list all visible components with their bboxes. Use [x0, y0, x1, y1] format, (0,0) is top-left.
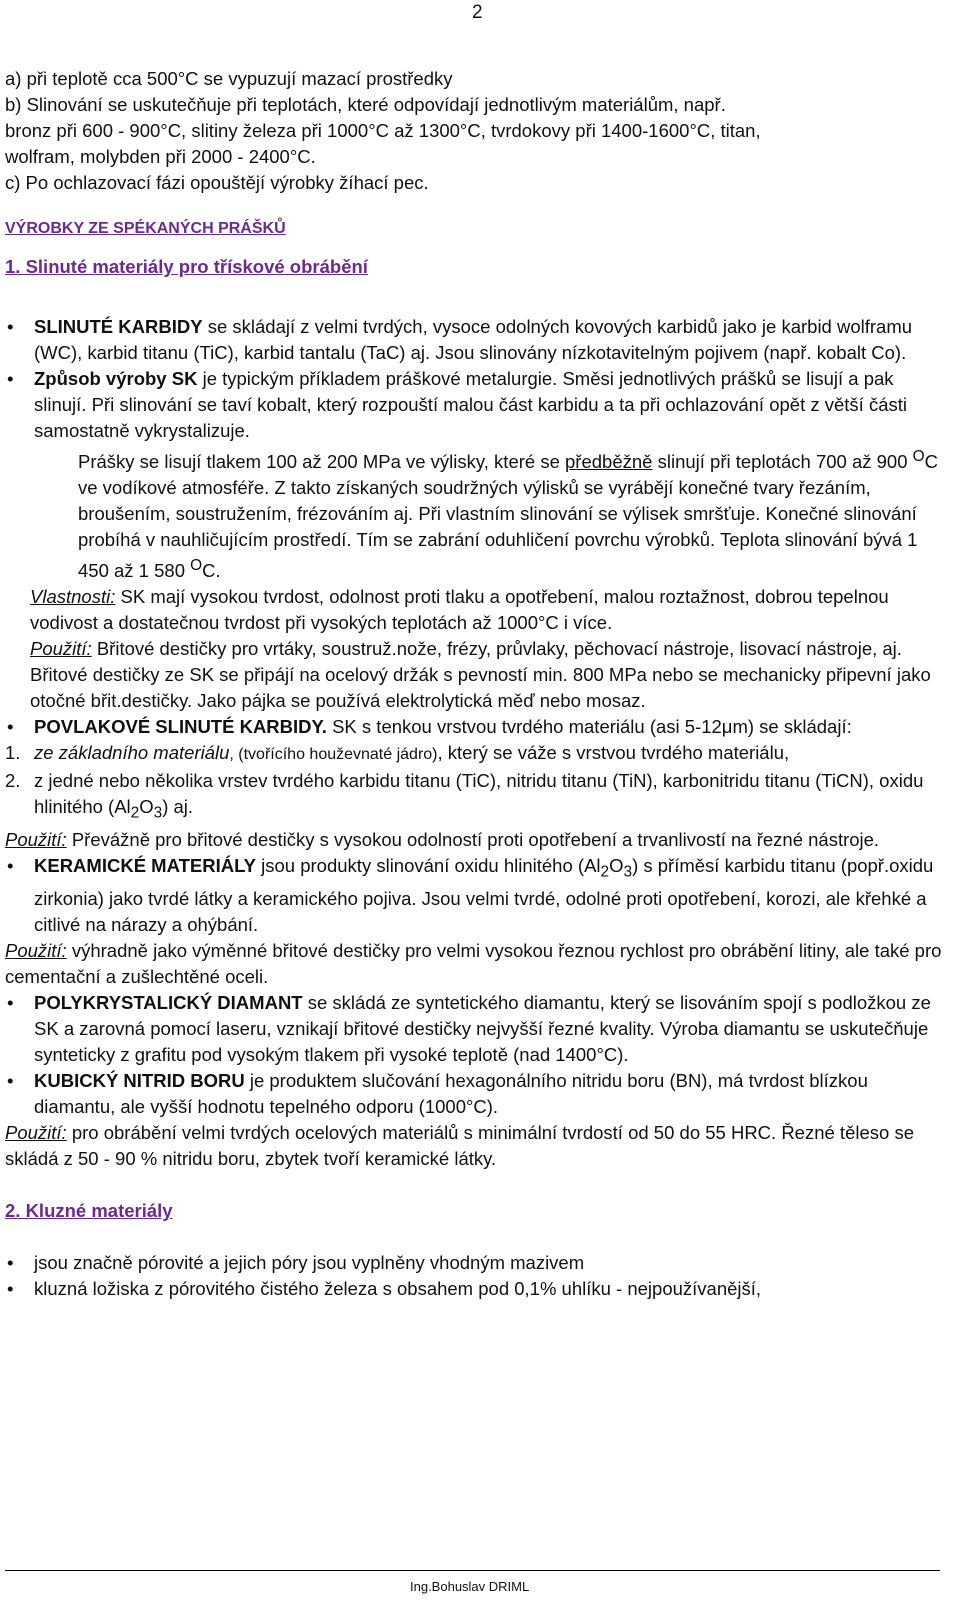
- p1-underlined: předběžně: [565, 451, 653, 473]
- intro-c: c) Po ochlazovací fázi opouštějí výrobky žíhací pec.: [5, 172, 429, 193]
- list-item-1: [5, 740, 950, 768]
- bullet-diamant: [5, 990, 950, 1068]
- sub-2: 2: [600, 863, 610, 881]
- label-pouziti: Použití:: [5, 829, 67, 850]
- item2-end: ) aj.: [162, 796, 194, 818]
- intro-b3: wolfram, molybden při 2000 - 2400°C.: [5, 146, 316, 167]
- bullet-kluzne-2: • kluzná ložiska z pórovitého čistého železa s obsahem pod 0,1% uhlíku - nejpoužívanější,: [5, 1276, 950, 1302]
- sub-2: 2: [130, 805, 140, 822]
- item1-italic: ze základního materiálu: [34, 742, 230, 764]
- term-povlakove: POVLAKOVÉ SLINUTÉ KARBIDY.: [34, 716, 327, 738]
- term-sk: SLINUTÉ KARBIDY: [34, 316, 203, 337]
- footer-author: Ing.Bohuslav DRIML: [410, 1579, 530, 1594]
- sub-3: 3: [623, 863, 633, 881]
- sub-3: 3: [153, 805, 163, 822]
- bullet-nitrid-boru: [5, 1068, 950, 1120]
- bullet-povlakove: [5, 714, 950, 740]
- paragraph-pouziti-ker: [5, 938, 950, 990]
- pouziti-sk-text: Břitové destičky pro vrtáky, soustruž.nože, frézy, průvlaky, pěchovací nástroje, lisovací nástroje, aj. Břitové destičky ze SK se připájí na ocelový držák s pevností min. 800 MPa nebo se mechanicky připevní jako otočné břit.destičky. Jako pájka se používá elektrolytická měď nebo mosaz.: [30, 638, 931, 712]
- paragraph-pouziti-knb: [5, 1120, 950, 1172]
- bullet-kluzne-1: • jsou značně pórovité a jejich póry jsou vyplněny vhodným mazivem: [5, 1250, 950, 1276]
- page-number: 2: [472, 2, 483, 23]
- p1-text-c: C ve vodíkové atmosféře. Z takto získaných soudržných výlisků se vyrábějí konečné tvary řezáním, broušením, soustružením, frézováním aj. Při vlastním slinování se výlisek smršťuje. Konečné slinování probíhá v nauhličujícím prostředí. Tím se zabrání oduhličení povrchu výrobků. Teplota slinování bývá 1 450 až 1 580: [78, 451, 939, 582]
- povlakove-text: SK s tenkou vrstvou tvrdého materiálu (asi 5-12μm) se skládají:: [326, 716, 852, 738]
- nitrid-text: je produktem slučování hexagonálního nitridu boru (BN), má tvrdost blízkou diamantu, ale vyšší hodnotu tepelného odporu (1000°C).: [34, 1069, 868, 1117]
- footer-divider: [5, 1570, 940, 1571]
- intro-b2: bronz při 600 - 900°C, slitiny železa při 1000°C až 1300°C, tvrdokovy při 1400-1600°C, titan,: [5, 120, 761, 141]
- label-pouziti: Použití:: [5, 1121, 67, 1143]
- pouziti-knb-text: pro obrábění velmi tvrdých ocelových materiálů s minimální tvrdostí od 50 do 55 HRC. Řezné těleso se skládá z 50 - 90 % nitridu boru, zbytek tvoří keramické látky.: [5, 1121, 914, 1169]
- paragraph-vlastnosti: [5, 584, 950, 636]
- p1-sup: O: [912, 448, 925, 465]
- bullet-slinute-karbidy: [5, 314, 950, 366]
- intro-b1: b) Slinování se uskutečňuje při teplotách, které odpovídají jednotlivým materiálům, např.: [5, 94, 726, 115]
- label-vlastnosti: Vlastnosti:: [30, 586, 116, 608]
- list-item-2: [5, 768, 950, 827]
- list-number: 1.: [5, 742, 21, 764]
- section-heading-1: 1. Slinuté materiály pro třískové obrábění: [5, 256, 368, 277]
- paragraph-pouziti-psk: [5, 827, 950, 853]
- intro-a: a) při teplotě cca 500°C se vypuzují mazací prostředky: [5, 68, 453, 89]
- section-heading-main: VÝROBKY ZE SPÉKANÝCH PRÁŠKŮ: [5, 220, 286, 237]
- sk-text-1: se skládají z velmi tvrdých, vysoce odolných kovových karbidů jako je karbid wolframu (WC), karbid titanu (TiC), karbid tantalu (TaC) aj. Jsou slinovány nízkotavitelným pojivem (např. kobalt Co).: [34, 316, 913, 363]
- item1-text: , který se váže s vrstvou tvrdého materiálu,: [437, 742, 790, 764]
- label-pouziti: Použití:: [30, 638, 92, 660]
- bullet-zpusob-vyroby: [5, 366, 950, 444]
- p1-text: Prášky se lisují tlakem 100 až 200 MPa ve výlisky, které se: [78, 451, 566, 473]
- item2-o: O: [139, 796, 154, 818]
- vlastnosti-text: SK mají vysokou tvrdost, odolnost proti tlaku a opotřebení, malou roztažnost, dobrou tepelnou vodivost a dostatečnou tvrdost při vysokých teplotách až 1000°C i více.: [30, 586, 889, 634]
- paragraph-lisovani: [5, 444, 950, 584]
- item1-small: , (tvořícího houževnaté jádro): [229, 746, 438, 764]
- term-zpusob: Způsob výroby SK: [34, 368, 198, 389]
- term-nitrid: KUBICKÝ NITRID BORU: [34, 1069, 245, 1091]
- document-body: [5, 66, 950, 1302]
- p1-text-b: slinují při teplotách 700 až 900: [652, 451, 913, 473]
- list-number: 2.: [5, 770, 21, 792]
- ker-text-1: jsou produkty slinování oxidu hlinitého (Al: [256, 855, 601, 876]
- sk-text-2: je typickým příkladem práškové metalurgie. Směsi jednotlivých prášků se lisují a pak slinují. Při slinování se taví kobalt, který rozpouští malou část karbidu a ta při ochlazování opět z větší části samostatně vykrystalizuje.: [34, 368, 907, 441]
- pouziti-ker-text: výhradně jako výměnné břitové destičky pro velmi vysokou řeznou rychlost pro obrábění litiny, ale také pro cementační a zušlechtěné oceli.: [5, 939, 942, 987]
- ker-text-3: ) s příměsí karbidu titanu (popř.oxidu zirkonia) jako tvrdé látky a keramického pojiva. Jsou velmi tvrdé, odolné proti opotřebení, korozi, ale křehké a citlivé na nárazy a ohýbání.: [34, 855, 934, 935]
- term-keramicke: KERAMICKÉ MATERIÁLY: [34, 855, 257, 876]
- label-pouziti: Použití:: [5, 939, 67, 961]
- term-diamant: POLYKRYSTALICKÝ DIAMANT: [34, 991, 303, 1013]
- diamant-text: se skládá ze syntetického diamantu, který se lisováním spojí s podložkou ze SK a zarovná pomocí laseru, vznikají břitové destičky nejvyšší řezné kvality. Výroba diamantu se uskutečňuje synteticky z grafitu pod vysokým tlakem při vysoké teplotě (nad 1400°C).: [34, 991, 931, 1065]
- bullet-keramicke: [5, 853, 950, 938]
- paragraph-pouziti-sk: [5, 636, 950, 714]
- section-heading-2: 2. Kluzné materiály: [5, 1199, 173, 1221]
- p1-text-d: C.: [202, 560, 221, 582]
- item2-text: z jedné nebo několika vrstev tvrdého karbidu titanu (TiC), nitridu titanu (TiN), karbonitridu titanu (TiCN), oxidu hlinitého (Al: [34, 770, 924, 818]
- pouziti-psk-text: Převážně pro břitové destičky s vysokou odolností proti opotřebení a trvanlivostí na řezné nástroje.: [66, 829, 880, 850]
- ker-o: O: [609, 855, 624, 876]
- p1-sup-2: O: [190, 557, 203, 575]
